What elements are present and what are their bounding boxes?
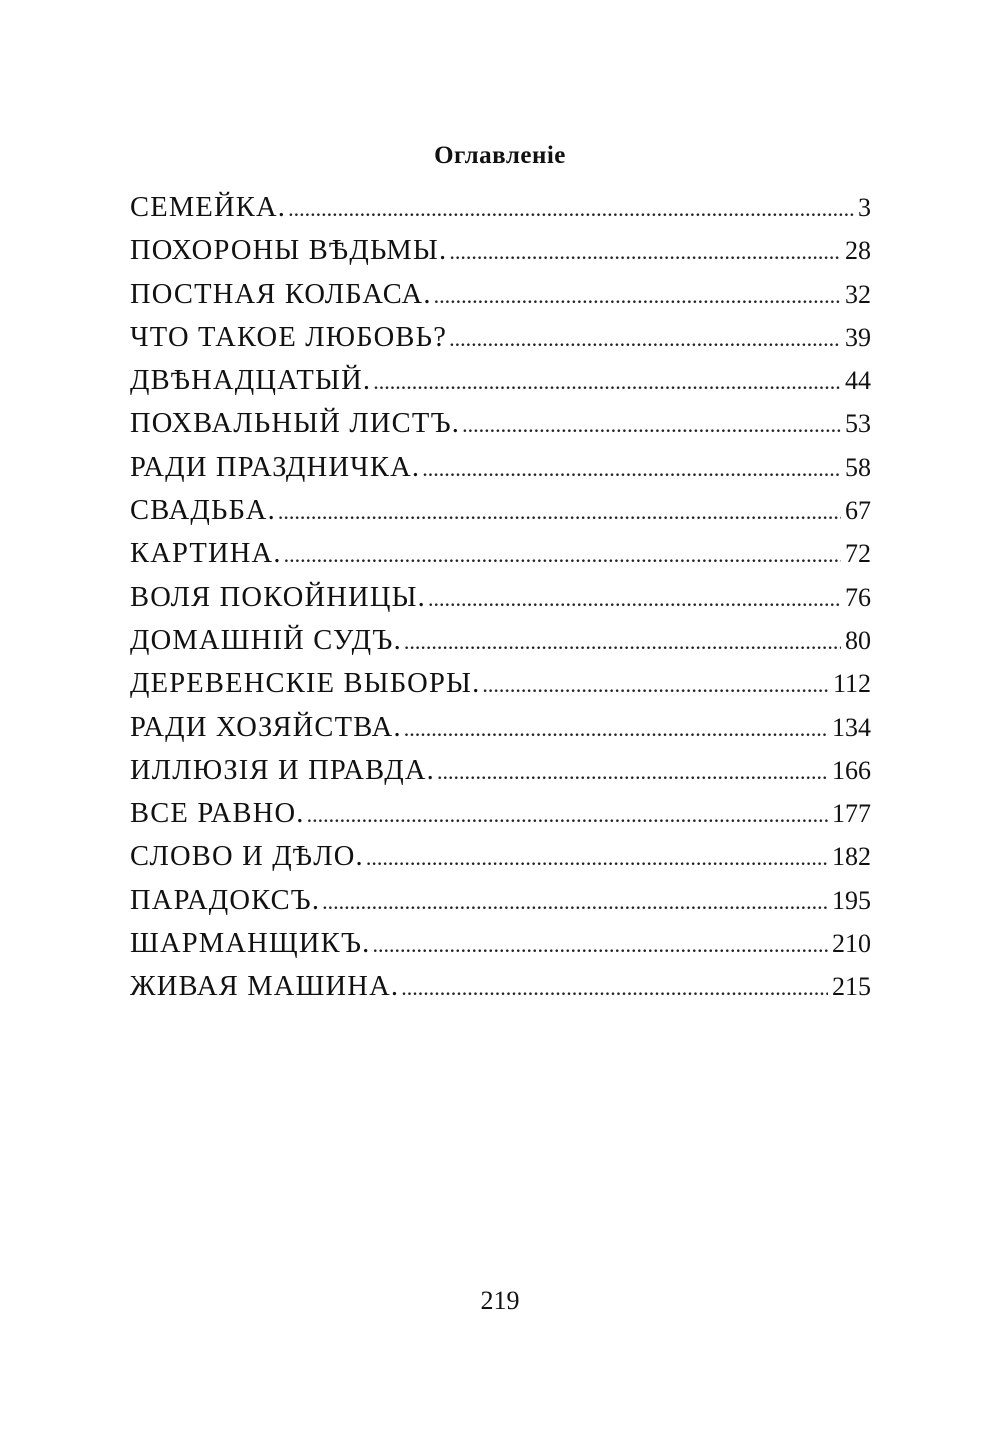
toc-entry-title: ВОЛЯ ПОКОЙНИЦЫ.	[130, 581, 426, 613]
toc-entry	[130, 446, 871, 489]
toc-entry-title: СЛОВО И ДѢЛО.	[130, 841, 364, 873]
toc-entry-page: 72	[845, 539, 871, 569]
toc-entry-page: 134	[832, 712, 871, 742]
toc-entry-title: СВАДЬБА.	[130, 495, 276, 527]
dot-leader	[288, 187, 854, 230]
dot-leader	[373, 360, 841, 403]
toc-entry	[130, 359, 871, 402]
toc-entry-title: СЕМЕЙКА.	[130, 192, 287, 223]
dot-leader	[434, 274, 841, 317]
dot-leader	[307, 793, 828, 836]
dot-leader	[449, 317, 841, 360]
toc-entry	[130, 922, 871, 965]
table-of-contents	[130, 186, 871, 1009]
dot-leader	[284, 533, 841, 576]
toc-entry	[130, 965, 871, 1008]
toc-entry-title: ШАРМАНЩИКЪ.	[130, 928, 371, 960]
toc-entry	[130, 186, 871, 229]
toc-entry-page: 76	[845, 582, 871, 612]
toc-entry-title: ДОМАШНIЙ СУДЪ.	[130, 624, 402, 656]
toc-entry-title: ЖИВАЯ МАШИНА.	[130, 971, 400, 1003]
toc-entry	[130, 402, 871, 445]
toc-entry-title: ПОХВАЛЬНЫЙ ЛИСТЪ.	[130, 408, 461, 440]
page-title: Оглавленiе	[434, 142, 566, 169]
dot-leader	[404, 620, 841, 663]
toc-entry-page: 53	[845, 409, 871, 439]
toc-entry-page: 32	[845, 279, 871, 309]
toc-entry-title: ИЛЛЮЗIЯ И ПРАВДА.	[130, 754, 435, 786]
toc-entry-page: 215	[832, 972, 871, 1002]
dot-leader	[462, 403, 841, 446]
page-number: 219	[480, 1286, 520, 1315]
toc-entry-page: 210	[832, 929, 871, 959]
dot-leader	[401, 966, 828, 1009]
dot-leader	[482, 663, 829, 706]
dot-leader	[437, 750, 828, 793]
toc-entry-title: ЧТО ТАКОЕ ЛЮБОВЬ?	[130, 321, 448, 353]
dot-leader	[422, 447, 841, 490]
dot-leader	[428, 577, 841, 620]
toc-entry	[130, 273, 871, 316]
toc-entry-title: КАРТИНА.	[130, 538, 282, 570]
toc-entry	[130, 489, 871, 532]
toc-entry-page: 112	[832, 669, 871, 699]
toc-entry-page: 80	[845, 625, 871, 655]
toc-entry-title: ДЕРЕВЕНСКIЕ ВЫБОРЫ.	[130, 668, 481, 700]
dot-leader	[322, 880, 828, 923]
toc-entry-title: ВСЕ РАВНО.	[130, 798, 305, 830]
toc-entry-title: ДВѢНАДЦАТЫЙ.	[130, 365, 372, 397]
toc-entry-page: 177	[832, 799, 871, 829]
toc-entry-page: 39	[845, 322, 871, 352]
toc-entry	[130, 229, 871, 272]
toc-entry	[130, 835, 871, 878]
dot-leader	[372, 923, 828, 966]
toc-entry-title: ПОХОРОНЫ ВѢДЬМЫ.	[130, 235, 448, 267]
toc-entry-page: 182	[832, 842, 871, 872]
dot-leader	[449, 230, 841, 273]
toc-entry-page: 28	[845, 236, 871, 266]
toc-entry	[130, 879, 871, 922]
toc-entry	[130, 619, 871, 662]
toc-entry-page: 44	[845, 366, 871, 396]
toc-entry-title: РАДИ ПРАЗДНИЧКА.	[130, 451, 421, 483]
dot-leader	[278, 490, 841, 533]
toc-entry	[130, 316, 871, 359]
toc-entry	[130, 792, 871, 835]
toc-entry	[130, 532, 871, 575]
toc-entry	[130, 749, 871, 792]
toc-entry-page: 195	[832, 885, 871, 915]
toc-entry-title: РАДИ ХОЗЯЙСТВА.	[130, 711, 402, 743]
toc-entry-title: ПОСТНАЯ КОЛБАСА.	[130, 278, 432, 310]
toc-entry-title: ПАРАДОКСЪ.	[130, 884, 321, 916]
toc-entry-page: 3	[858, 193, 871, 222]
toc-entry	[130, 662, 871, 705]
dot-leader	[404, 707, 828, 750]
toc-entry	[130, 576, 871, 619]
toc-entry-page: 67	[845, 496, 871, 526]
toc-entry	[130, 706, 871, 749]
toc-entry-page: 58	[845, 452, 871, 482]
dot-leader	[366, 836, 828, 879]
toc-entry-page: 166	[832, 755, 871, 785]
